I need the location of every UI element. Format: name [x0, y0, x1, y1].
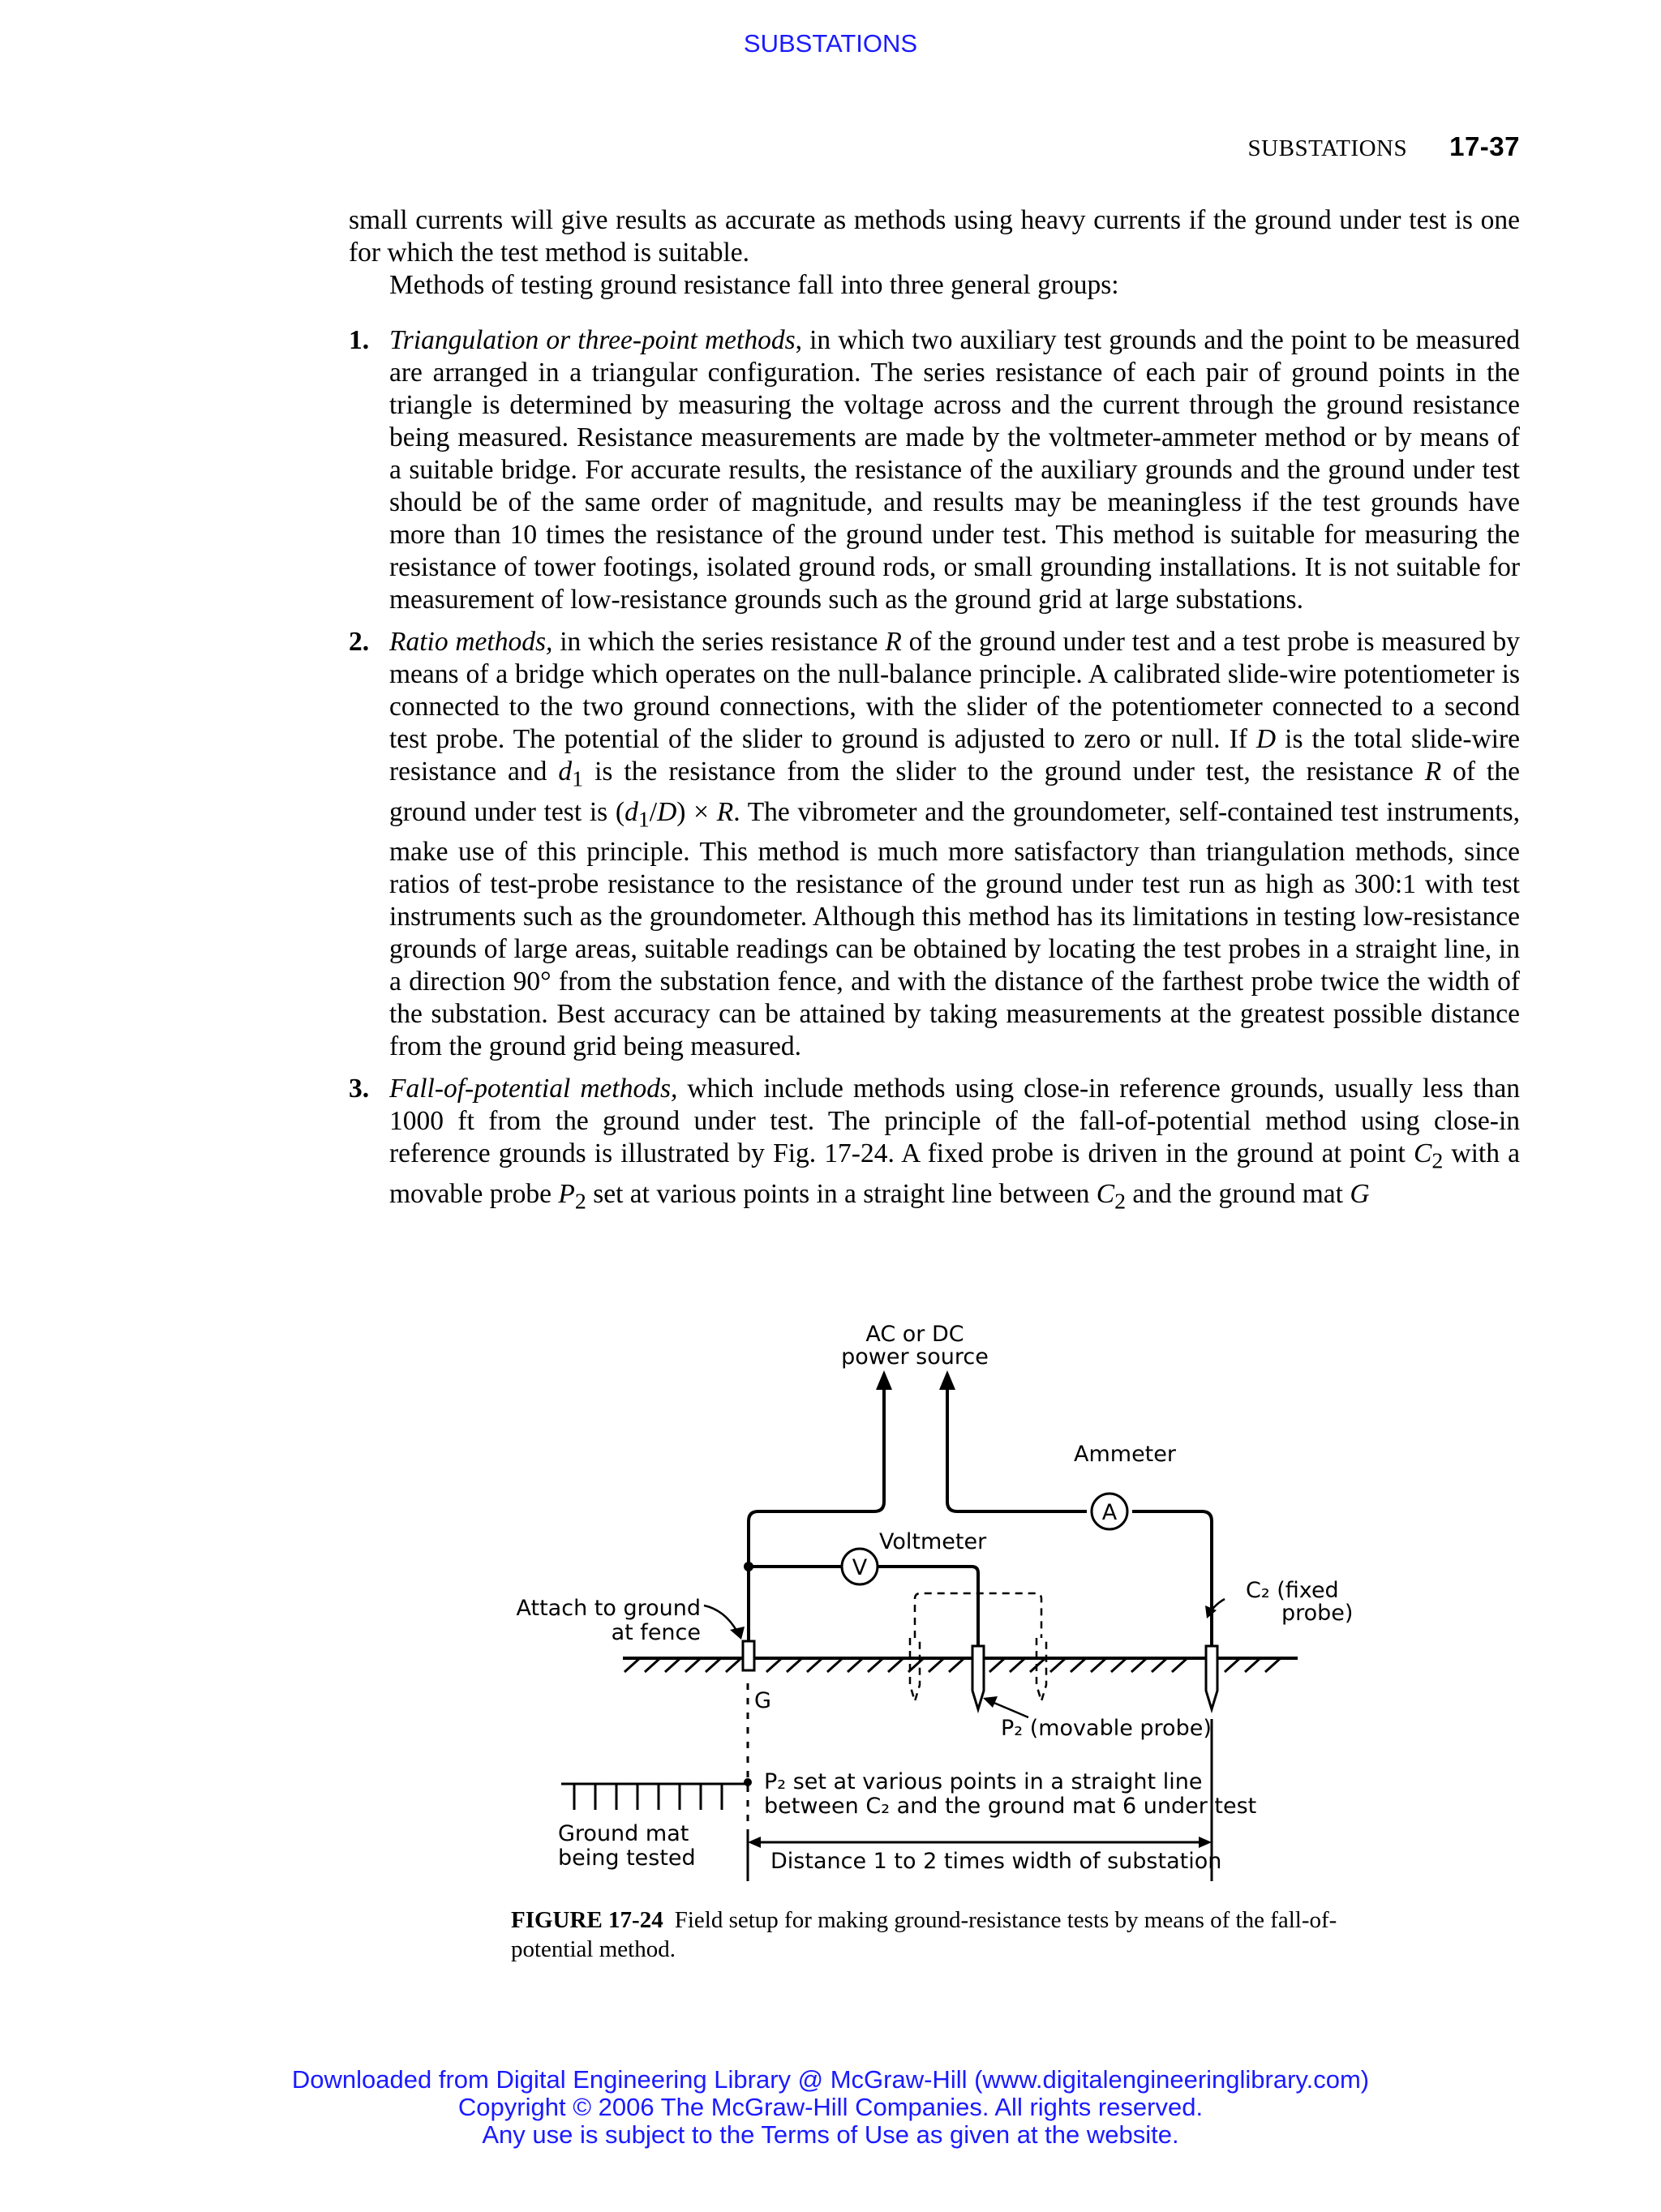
figure-caption-text: Field setup for making ground-resistance tests by means of the fall-of-potential method.: [511, 1907, 1337, 1962]
g-label: G: [754, 1688, 771, 1713]
method-text: . The vibrometer and the groundometer, self-contained test instruments, make use of this principle. This method is much more satisfactory than triangulation methods, since ratios of test-probe resistance to the resistance of the ground under test run as high as 300:1 with test instruments such as the groundometer. Although this method has its limitations in testing low-resistance grounds of large areas, suitable readings can be obtained by locating the test probes in a straight line, in a direction 90° from the substation fence, and with the distance of the farthest probe twice the width of the substation. Best accuracy can be attained by taking measurements at the greatest possible distance from the ground grid being measured.: [389, 796, 1520, 1062]
power-source-label-1: AC or DC: [865, 1322, 964, 1347]
voltmeter-wire-right: [878, 1567, 978, 1648]
var-d-upper: D: [657, 796, 677, 827]
distance-label: Distance 1 to 2 times width of substation: [770, 1849, 1222, 1874]
var-p: P: [558, 1179, 575, 1210]
ammeter-to-c2-wire: [1132, 1511, 1212, 1648]
copyright-footer: [0, 2066, 1661, 2149]
var-c: C: [1096, 1179, 1115, 1210]
list-number: 2.: [349, 627, 370, 657]
list-item-fall-of-potential: [349, 1073, 1520, 1218]
figure-number: FIGURE 17-24: [511, 1907, 663, 1933]
subscript: 2: [574, 1189, 586, 1215]
var-c: C: [1413, 1138, 1432, 1169]
power-lead-left: [749, 1388, 884, 1648]
list-number: 3.: [349, 1074, 370, 1104]
arrow-left-icon: [748, 1837, 761, 1848]
ground-mat-icon: [561, 1784, 748, 1810]
subscript: 1: [572, 766, 584, 792]
running-title: SUBSTATIONS: [1247, 135, 1408, 161]
method-text: in which the series resistance: [552, 627, 886, 657]
power-source-label-2: power source: [841, 1344, 989, 1370]
p2-note-line-1: P₂ set at various points in a straight line: [764, 1769, 1203, 1794]
voltmeter-symbol: V: [852, 1555, 868, 1580]
method-title: Ratio methods,: [389, 627, 553, 657]
arrow-up-icon: [876, 1370, 892, 1390]
fixed-probe-label-1: C₂ (fixed: [1246, 1578, 1339, 1603]
footer-copyright: Copyright © 2006 The McGraw-Hill Companies. All rights reserved.: [457, 2093, 1204, 2121]
intro-paragraph: small currents will give results as accurate as methods using heavy currents if the ground under test is one for which the test method is suitable.: [349, 205, 1520, 268]
fixed-probe-label-2: probe): [1281, 1601, 1354, 1626]
fence-ground-rod: [743, 1641, 754, 1670]
method-text: and the ground mat: [1126, 1179, 1350, 1210]
method-text: set at various points in a straight line between: [586, 1179, 1097, 1210]
ammeter-symbol: A: [1101, 1500, 1118, 1525]
arrow-right-icon: [1199, 1837, 1212, 1848]
figure-caption: [511, 1905, 1363, 1964]
movable-probe-label: P₂ (movable probe): [1001, 1716, 1212, 1741]
fall-of-potential-diagram: [487, 1314, 1379, 1905]
subscript: 1: [637, 807, 650, 833]
list-number: 1.: [349, 325, 370, 355]
arrow-icon: [983, 1696, 998, 1708]
top-substations-link[interactable]: SUBSTATIONS: [743, 29, 918, 58]
movable-probe-p2: [972, 1646, 984, 1709]
junction-dot: [744, 1562, 753, 1571]
list-item-triangulation: [349, 324, 1520, 616]
method-text: ) ×: [676, 796, 717, 827]
fixed-probe-c2: [1206, 1646, 1217, 1709]
power-lead-right: [947, 1388, 1087, 1511]
footer-terms-link[interactable]: Any use is subject to the Terms of Use as given at the website.: [482, 2120, 1179, 2149]
subscript: 2: [1114, 1189, 1127, 1215]
method-text: with a movable probe: [389, 1138, 1520, 1210]
var-g: G: [1350, 1179, 1370, 1210]
method-text: is the total slide-wire resistance and: [389, 724, 1520, 787]
var-d-upper: D: [1255, 724, 1277, 754]
method-text: is the resistance from the slider to the ground under test, the resistance: [583, 757, 1425, 787]
voltmeter-label: Voltmeter: [879, 1529, 987, 1554]
var-r: R: [1424, 757, 1442, 787]
var-r: R: [716, 796, 734, 827]
ammeter-label: Ammeter: [1074, 1442, 1176, 1467]
p2-note-line-2: between C₂ and the ground mat 6 under test: [764, 1794, 1257, 1819]
page-number: 17-37: [1449, 131, 1520, 161]
method-title: Fall-of-potential methods,: [389, 1074, 678, 1104]
arrow-icon: [730, 1627, 745, 1640]
running-header: [1248, 131, 1520, 162]
var-r: R: [885, 627, 902, 657]
footer-download-link[interactable]: Downloaded from Digital Engineering Library @ McGraw-Hill (www.digitalengineeringlibrary.com): [291, 2065, 1370, 2094]
subscript: 2: [1431, 1149, 1444, 1175]
var-d: d: [558, 757, 573, 787]
method-text: of the ground under test and a test probe is measured by means of a bridge which operates on the null-balance principle. A calibrated slide-wire potentiometer is connected to the two ground connections, with the slider of the potentiometer connected to a second test probe. The potential of the slider to ground is adjusted to zero or null. If: [389, 627, 1520, 754]
ground-mat-label-1: Ground mat: [558, 1821, 689, 1846]
method-text: , in which two auxiliary test grounds and the point to be measured are arranged in a triangular configuration. The series resistance of each pair of ground points in the triangle is determined by measuring the voltage across and the current through the ground resistance being measured. Resistance measurements are made by the voltmeter-ammeter method or by means of a suitable bridge. For accurate results, the resistance of the auxiliary grounds and the ground under test should be of the same order of magnitude, and results may be meaningless if the test grounds have more than 10 times the resistance of the ground under test. This method is suitable for measuring the resistance of tower footings, isolated ground rods, or small grounding installations. It is not suitable for measurement of low-resistance grounds such as the ground grid at large substations.: [389, 325, 1520, 615]
attach-label-1: Attach to ground: [516, 1596, 701, 1621]
ground-mat-label-2: being tested: [558, 1845, 696, 1871]
method-text: of the ground under test is (: [389, 757, 1520, 827]
arrow-up-icon: [939, 1370, 955, 1390]
methods-list: [349, 324, 1520, 1228]
methods-intro: Methods of testing ground resistance fall into three general groups:: [389, 270, 1119, 300]
method-title: Triangulation or three-point methods: [389, 325, 796, 355]
list-item-ratio: [349, 626, 1520, 1063]
method-text: /: [649, 796, 658, 827]
method-text: which include methods using close-in reference grounds, usually less than 1000 ft from the ground under test. The principle of the fall-of-potential method using close-in reference grounds is illustrated by Fig. 17-24. A fixed probe is driven in the ground at point: [389, 1074, 1520, 1169]
var-d: d: [624, 796, 638, 827]
attach-label-2: at fence: [611, 1620, 701, 1645]
